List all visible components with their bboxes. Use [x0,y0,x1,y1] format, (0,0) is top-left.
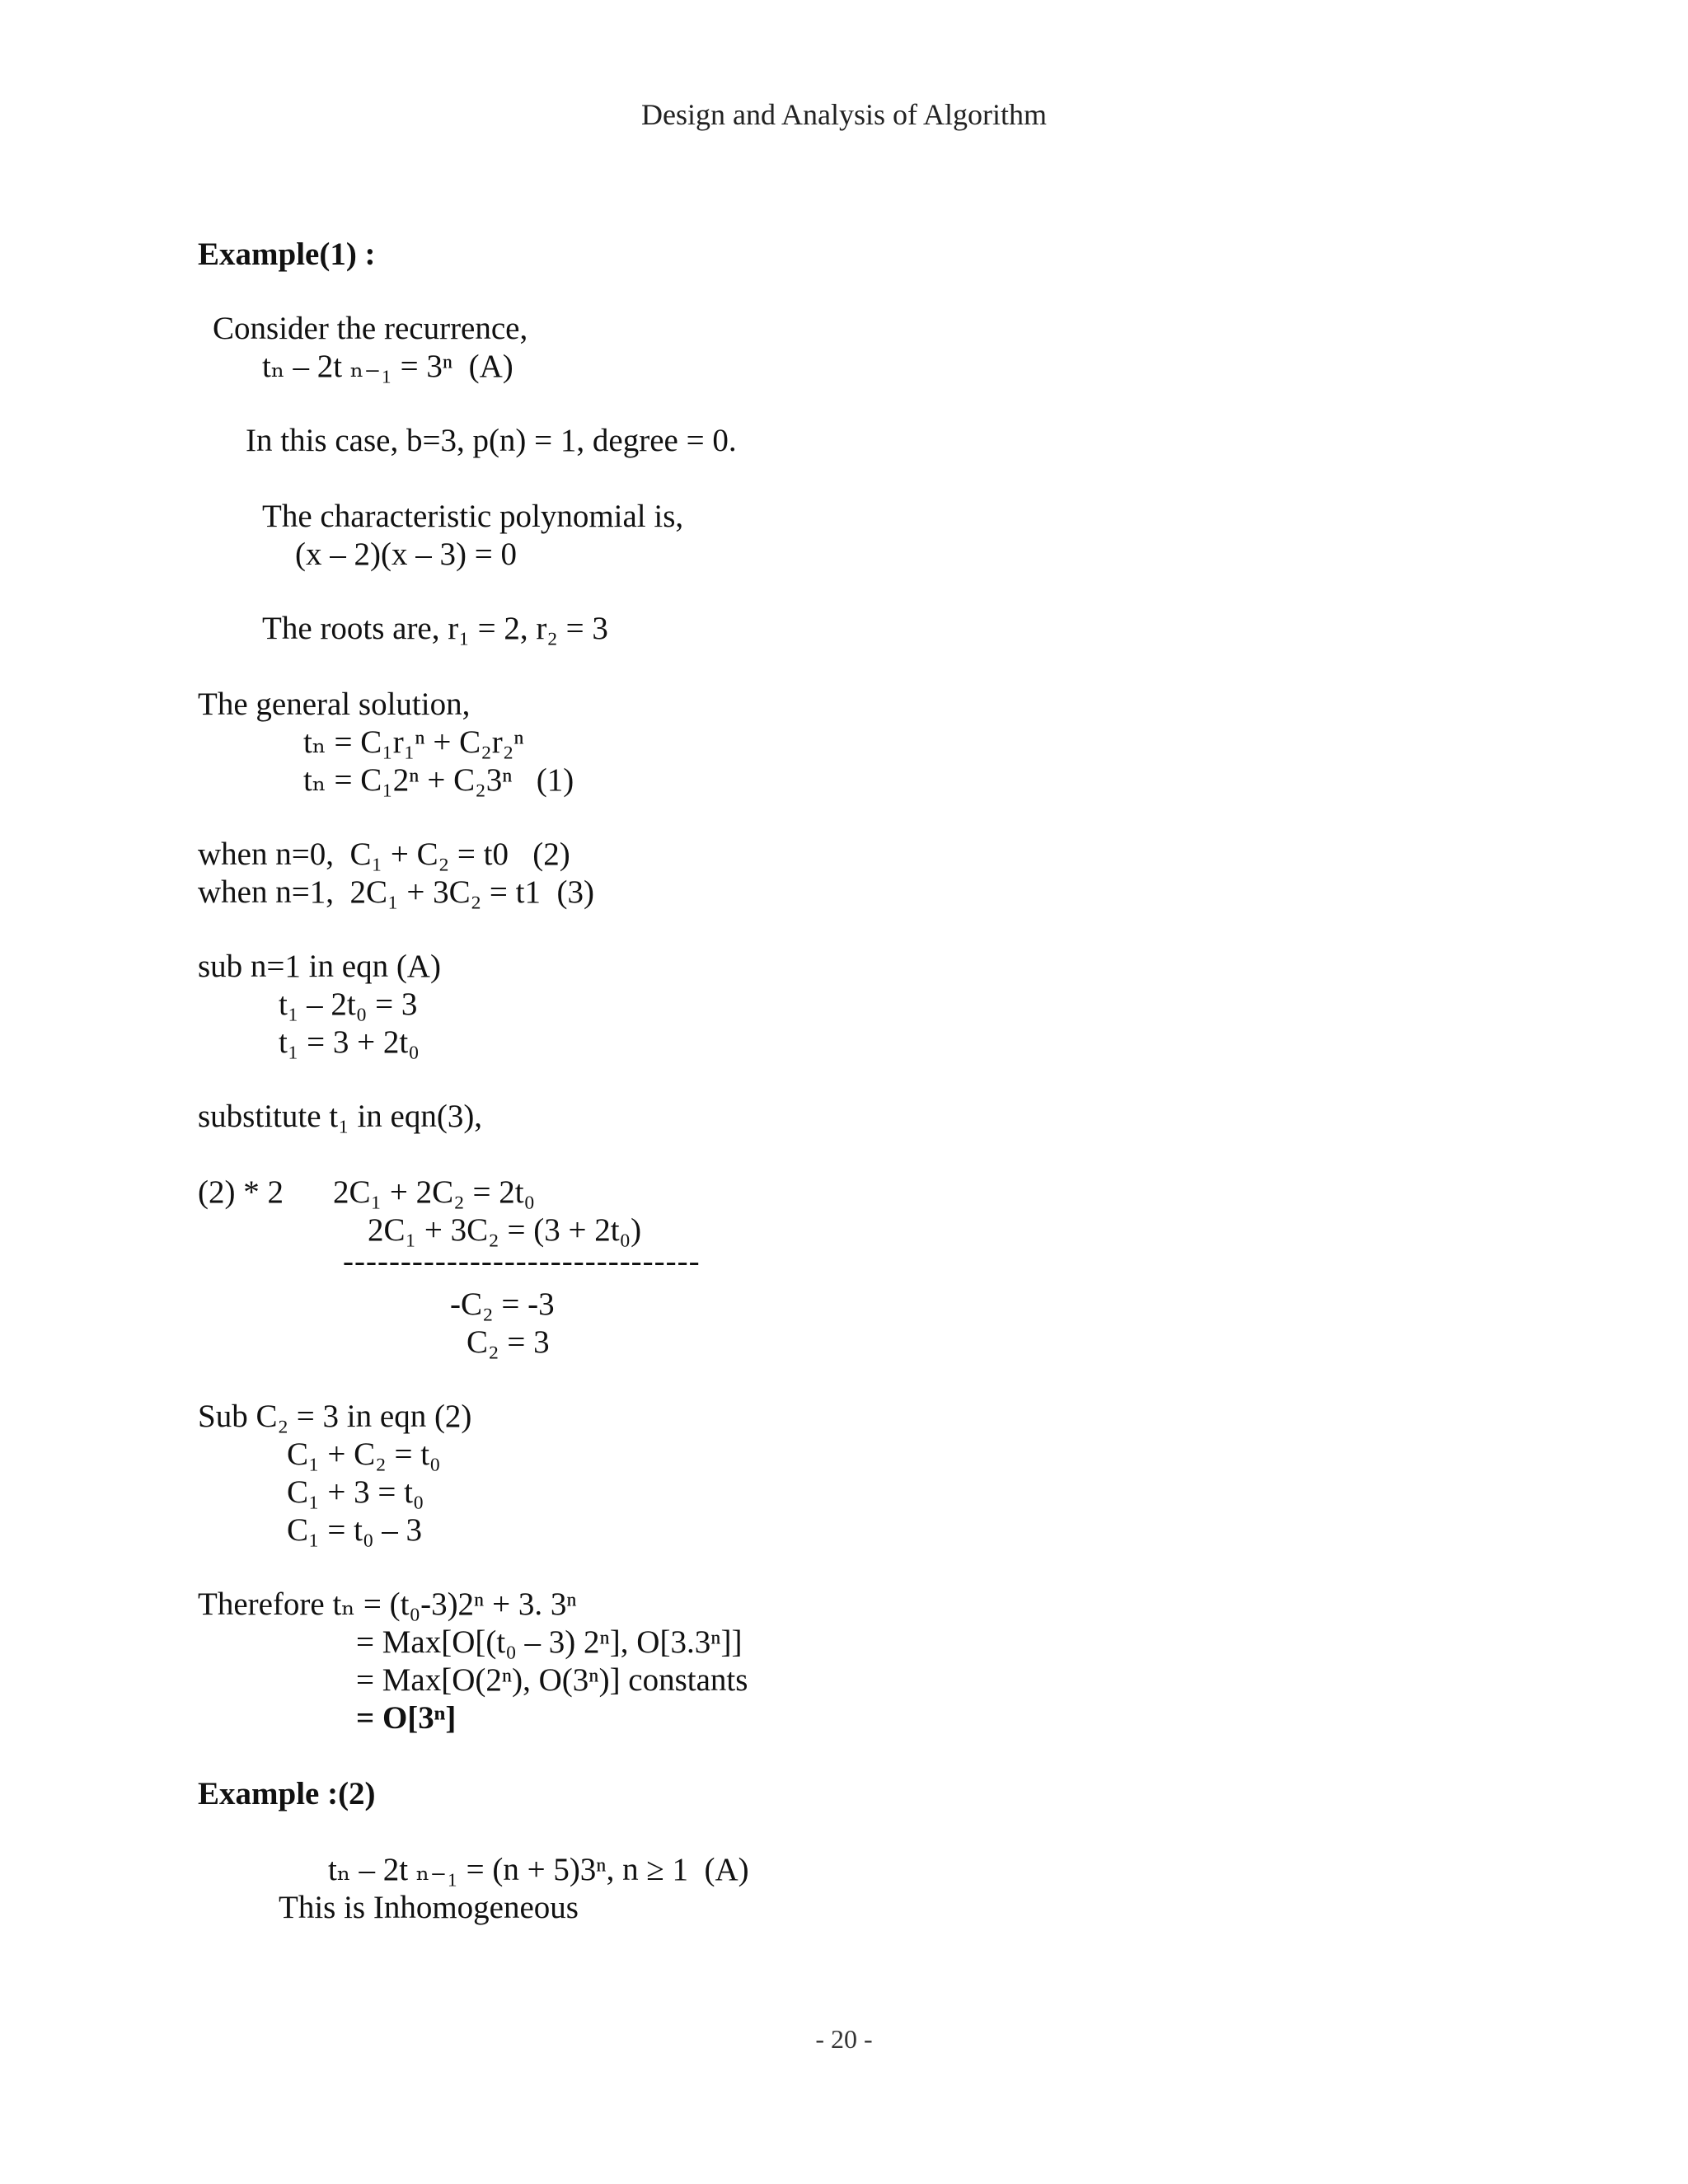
example-1-heading: Example(1) : [198,237,376,272]
page-number: - 20 - [815,2024,873,2054]
max-step-1: = Max[O[(t₀ – 3) 2ⁿ], O[3.3ⁿ]] [356,1624,743,1660]
when-n1-eq3: when n=1, 2C₁ + 3C₂ = t1 (3) [198,874,594,910]
general-solution-form: tₙ = C₁r₁ⁿ + C₂r₂ⁿ [303,724,524,760]
subtraction-divider: ------------------------------- [343,1244,701,1279]
general-solution-eq1: tₙ = C₁2ⁿ + C₂3ⁿ (1) [303,762,574,798]
sub-c2-line: Sub C₂ = 3 in eqn (2) [198,1399,472,1434]
final-result: = O[3ⁿ] [356,1700,457,1736]
page-header: Design and Analysis of Algorithm [641,98,1047,131]
multiply-label: (2) * 2 [198,1174,284,1210]
t1-equation: t₁ – 2t₀ = 3 [279,987,418,1022]
recurrence-equation: tₙ – 2t ₙ₋₁ = 3ⁿ (A) [262,349,513,384]
characteristic-intro: The characteristic polynomial is, [262,499,684,534]
substitute-line: substitute t₁ in eqn(3), [198,1099,483,1134]
neg-c2-result: -C₂ = -3 [450,1286,555,1322]
max-step-2: = Max[O(2ⁿ), O(3ⁿ)] constants [356,1662,748,1698]
example-2-recurrence: tₙ – 2t ₙ₋₁ = (n + 5)3ⁿ, n ≥ 1 (A) [328,1852,749,1887]
characteristic-polynomial: (x – 2)(x – 3) = 0 [295,537,517,572]
recurrence-intro: Consider the recurrence, [213,311,528,346]
c1-step-2: C₁ + 3 = t₀ [287,1474,424,1510]
c2-result: C₂ = 3 [467,1324,550,1360]
sub-n1-line: sub n=1 in eqn (A) [198,949,441,984]
therefore-line: Therefore tₙ = (t₀-3)2ⁿ + 3. 3ⁿ [198,1586,577,1622]
eq2-times-2: 2C₁ + 2C₂ = 2t₀ [333,1174,536,1210]
example-2-note: This is Inhomogeneous [279,1890,579,1925]
when-n0-eq2: when n=0, C₁ + C₂ = t0 (2) [198,837,570,872]
general-solution-intro: The general solution, [198,687,471,722]
eq3-substituted: 2C₁ + 3C₂ = (3 + 2t₀) [368,1212,642,1248]
t1-solved: t₁ = 3 + 2t₀ [279,1024,420,1060]
c1-step-3: C₁ = t₀ – 3 [287,1512,423,1548]
case-description: In this case, b=3, p(n) = 1, degree = 0. [246,423,737,458]
c1-step-1: C₁ + C₂ = t₀ [287,1436,441,1472]
roots-line: The roots are, r₁ = 2, r₂ = 3 [262,611,608,646]
example-2-heading: Example :(2) [198,1776,376,1811]
